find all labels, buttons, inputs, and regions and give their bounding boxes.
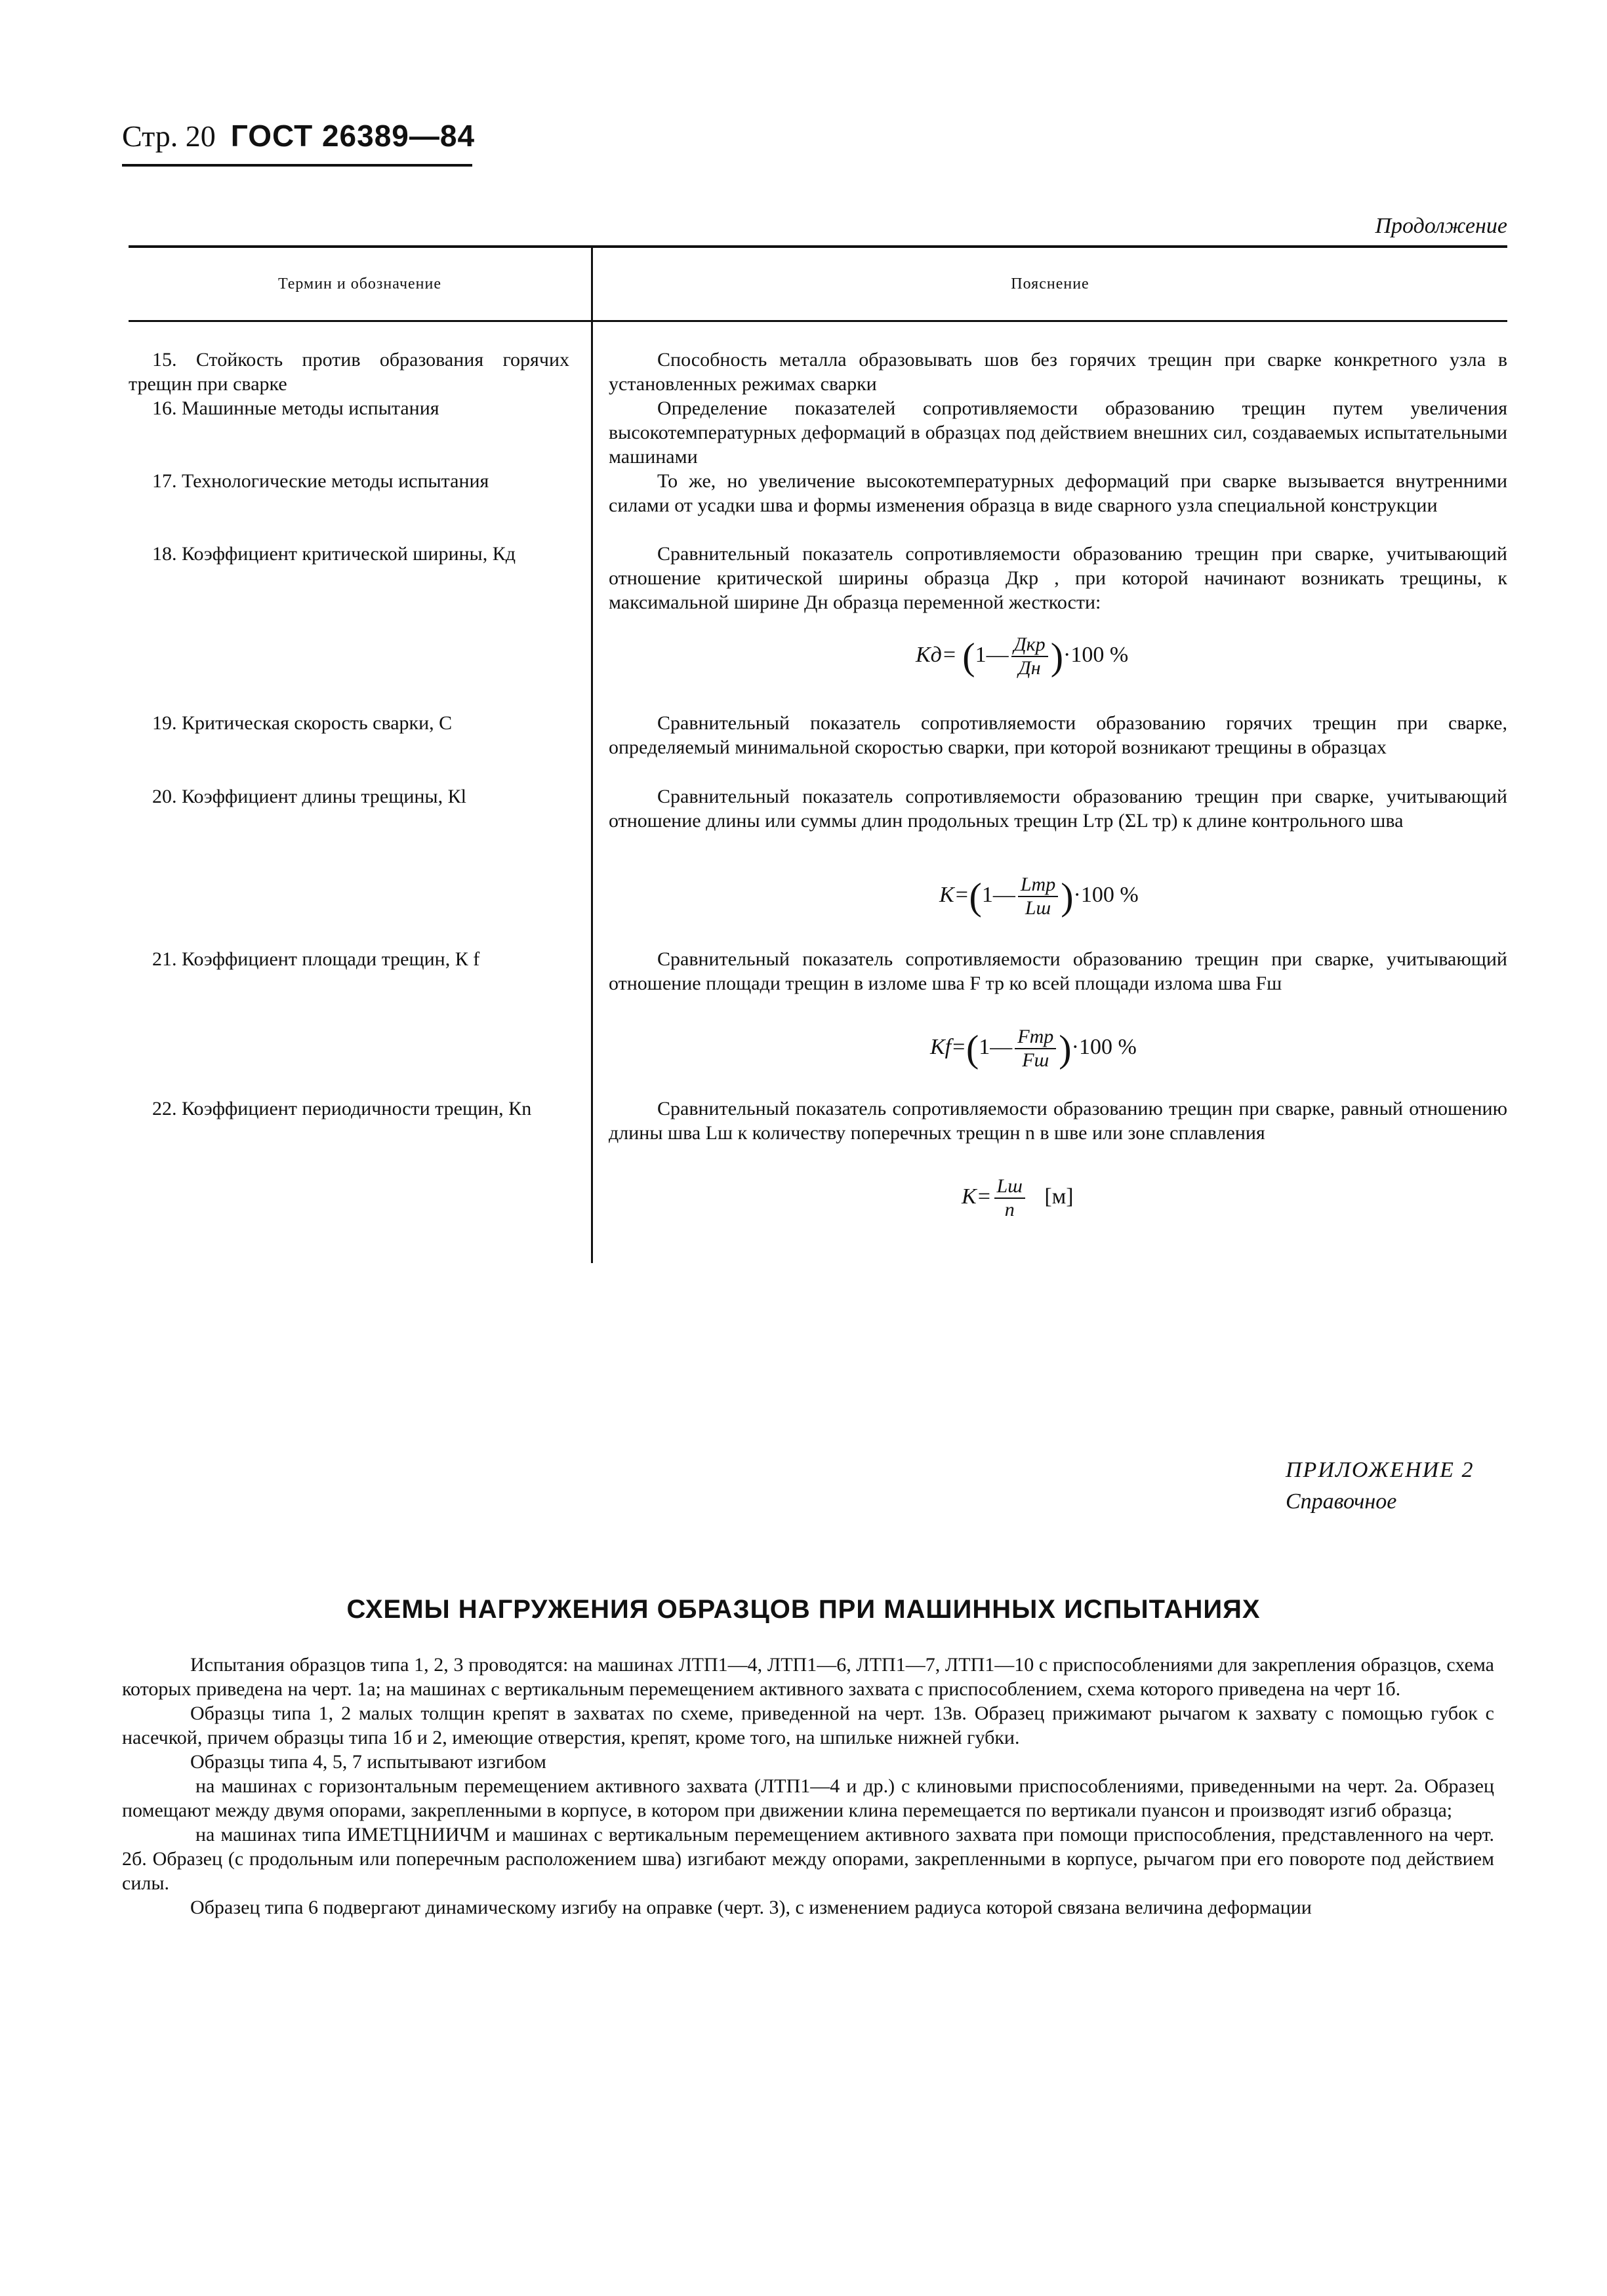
body-text <box>122 1653 1494 1920</box>
page-number: Стр. 20 <box>122 119 216 153</box>
table-row-explanation: Сравнительный показатель сопротивляемости образованию трещин при сварке, равный отношению длины шва Lш к количеству поперечных трещин n в шве или зоне сплавления <box>609 1098 1507 1144</box>
page-header <box>122 121 475 151</box>
table-row-explanation: Сравнительный показатель сопротивляемости образованию трещин при сварке, учитывающий отношение длины или суммы длин продольных трещин Lтр (ΣL тр) к длине контрольного шва <box>609 786 1507 832</box>
formula-kl: К=(1— $\frac{\text{Lтр}}{Lш}$ )·100 % <box>939 874 1139 919</box>
column-header-explanation: Пояснение <box>1011 275 1089 292</box>
column-header-term: Термин и обозначение <box>277 275 442 292</box>
table-row-explanation: Определение показателей сопротивляемости образованию трещин путем увеличения высокотемпературных деформаций в образцах под действием внешних сил, создаваемых испытательными машинами <box>609 397 1507 468</box>
table-row-term: 21. Коэффициент площади трещин, К f <box>152 948 480 970</box>
fraction: $\frac{\text{Дкр}}{Дн}$ <box>1011 634 1048 679</box>
table-row-term: 16. Машинные методы испытания <box>152 397 439 419</box>
table-column-divider <box>591 245 593 1263</box>
table-row-term: 19. Критическая скорость сварки, С <box>152 712 453 734</box>
paragraph: Образцы типа 1, 2 малых толщин крепят в захватах по схеме, приведенной на черт. 13в. Образец прижимают рычагом к захвату с помощью губок с насечкой, причем образцы типа 1б и 2, имеющие отверстия, крепят, кроме того, на шпильке нижней губки. <box>122 1702 1494 1748</box>
table-row-explanation: То же, но увеличение высокотемпературных деформаций при сварке вызывается внутренними силами от усадки шва и формы изменения образца в виде сварного узла специальной конструкции <box>609 470 1507 516</box>
fraction: $\frac{Lш}{n}$ <box>994 1175 1025 1221</box>
paragraph: Образец типа 6 подвергают динамическому изгибу на оправке (черт. 3), с изменением радиуса которой связана величина деформации <box>190 1897 1312 1918</box>
table-row-term: 18. Коэффициент критической ширины, Кд <box>152 543 516 565</box>
terms-table <box>129 245 1507 1263</box>
appendix-note: Справочное <box>1286 1489 1397 1514</box>
section-title: СХЕМЫ НАГРУЖЕНИЯ ОБРАЗЦОВ ПРИ МАШИННЫХ ИСПЫТАНИЯХ <box>346 1595 1261 1624</box>
table-row-explanation: Способность металла образовывать шов без горячих трещин при сварке конкретного узла в установленных режимах сварки <box>609 349 1507 395</box>
paragraph: Испытания образцов типа 1, 2, 3 проводятся: на машинах ЛТП1—4, ЛТП1—6, ЛТП1—7, ЛТП1—10 с приспособлениями для закрепления образцов, схема которых приведена на черт. 1а; на машинах с вертикальным перемещением активного захвата с приспособлением, схема которого приведена на черт 1б. <box>122 1654 1494 1700</box>
table-row-explanation: Сравнительный показатель сопротивляемости образованию трещин при сварке, учитывающий отношение площади трещин в изломе шва F тр ко всей площади излома шва Fш <box>609 948 1507 994</box>
table-header-rule <box>129 320 1507 322</box>
table-row-term: 20. Коэффициент длины трещины, Кl <box>152 786 466 807</box>
appendix-label: ПРИЛОЖЕНИЕ 2 Справочное <box>1286 1455 1474 1518</box>
continuation-label: Продолжение <box>1375 214 1507 238</box>
table-row-term: 22. Коэффициент периодичности трещин, Кn <box>152 1098 532 1119</box>
header-rule <box>122 164 472 167</box>
table-row-term: 17. Технологические методы испытания <box>152 470 489 492</box>
paragraph: на машинах с горизонтальным перемещением активного захвата (ЛТП1—4 и др.) с клиновыми приспособлениями, приведенными на черт. 2а. Образец помещают между двумя опорами, закрепленными в корпусе, в котором при движении клина перемещается по вертикали пуансон и производят изгиб образца; <box>122 1775 1494 1821</box>
fraction: $\frac{\text{Fтр}}{Fш}$ <box>1015 1026 1056 1072</box>
formula-kd: Кд= (1— $\frac{\text{Дкр}}{Дн}$ )·100 % <box>916 634 1129 679</box>
paragraph: Образцы типа 4, 5, 7 испытывают изгибом <box>190 1751 546 1773</box>
formula-kf: Кf=(1— $\frac{\text{Fтр}}{Fш}$ )·100 % <box>930 1026 1137 1071</box>
standard-number: ГОСТ 26389—84 <box>230 119 476 153</box>
table-row-explanation: Сравнительный показатель сопротивляемости образованию горячих трещин при сварке, определяемый минимальной скоростью сварки, при которой возникают трещины в образцах <box>609 712 1507 758</box>
table-top-rule <box>129 245 1507 248</box>
formula-kn: К= $\frac{Lш}{n}$ [м] <box>962 1175 1074 1220</box>
table-row-term: 15. Стойкость против образования горячих трещин при сварке <box>129 349 569 395</box>
paragraph: на машинах типа ИМЕТЦНИИЧМ и машинах с вертикальным перемещением активного захвата при помощи приспособления, представленного на черт. 2б. Образец (с продольным или поперечным расположением шва) изгибают между опорами, закрепленными в корпусе, рычагом при его повороте под действием силы. <box>122 1824 1494 1894</box>
fraction: $\frac{\text{Lтр}}{Lш}$ <box>1018 874 1058 919</box>
table-row-explanation: Сравнительный показатель сопротивляемости образованию трещин при сварке, учитывающий отношение критической ширины образца Дкр , при которой начинают возникать трещины, к максимальной ширине Дн образца переменной жесткости: <box>609 543 1507 613</box>
